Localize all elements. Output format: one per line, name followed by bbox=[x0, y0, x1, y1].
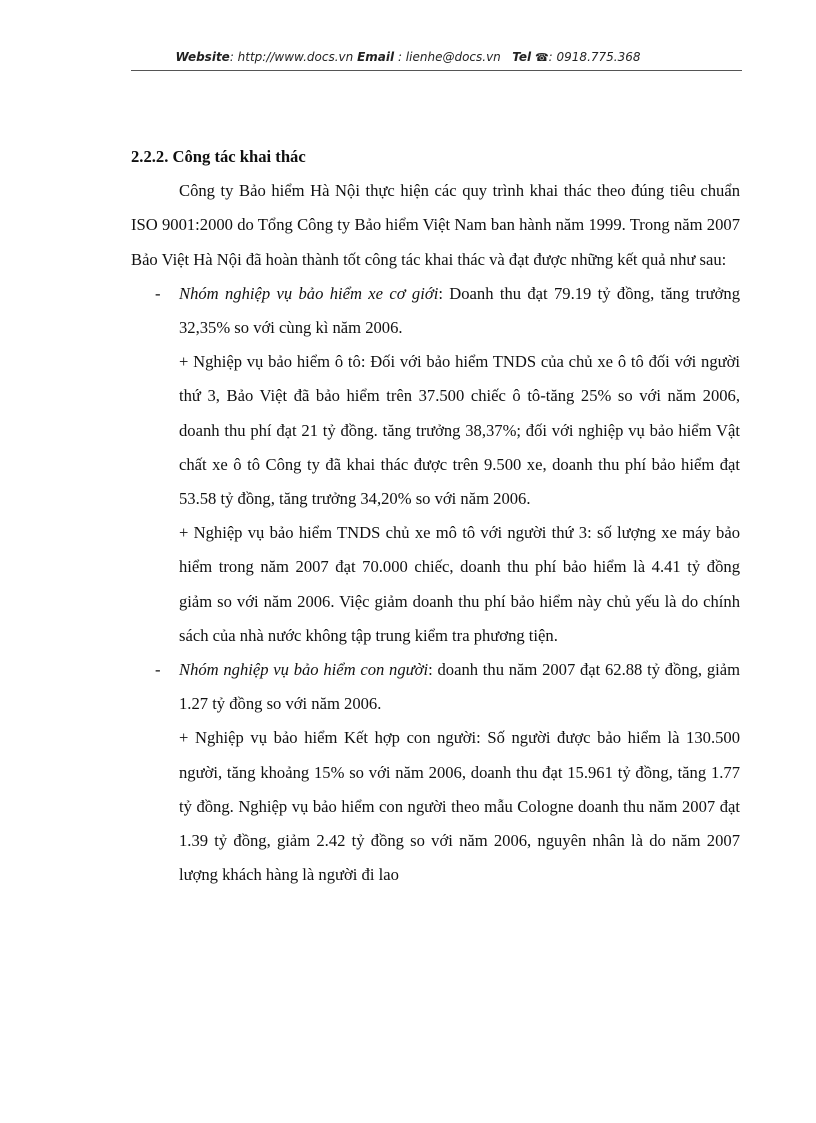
email-value: : lienhe@docs.vn bbox=[397, 50, 501, 64]
tel-label: Tel bbox=[512, 50, 532, 64]
section-heading: 2.2.2. Công tác khai thác bbox=[131, 147, 306, 166]
motorbike-insurance-paragraph: + Nghiệp vụ bảo hiểm TNDS chủ xe mô tô với người thứ 3: số lượng xe máy bảo hiểm trong năm 2007 đạt 70.000 chiếc, doanh thu phí bảo hiểm là 4.41 tỷ đồng giảm so với năm 2006. Việc giảm doanh thu phí bảo hiểm này chủ yếu là do chính sách của nhà nước không tập trung kiểm tra phương tiện. bbox=[179, 523, 740, 645]
combined-people-insurance-paragraph: + Nghiệp vụ bảo hiểm Kết hợp con người: Số người được bảo hiểm là 130.500 người, tăng khoảng 15% so với năm 2006, doanh thu đạt 15.961 tỷ đồng, tăng 1.77 tỷ đồng. Nghiệp vụ bảo hiểm con người theo mẫu Cologne doanh thu năm 2007 đạt 1.39 tỷ đồng, giảm 2.42 tỷ đồng so với năm 2006, nguyên nhân là do năm 2007 lượng khách hàng là người đi lao bbox=[179, 728, 740, 885]
bullet-vehicle-group bbox=[131, 277, 740, 345]
bullet-dash: - bbox=[155, 660, 161, 680]
car-insurance-paragraph: + Nghiệp vụ bảo hiểm ô tô: Đối với bảo hiểm TNDS của chủ xe ô tô đối với người thứ 3, Bảo Việt đã bảo hiểm trên 37.500 chiếc ô tô-tăng 25% so với năm 2006, doanh thu phí đạt 21 tỷ đồng. tăng trưởng 38,37%; đối với nghiệp vụ bảo hiểm Vật chất xe ô tô Công ty đã khai thác được trên 9.500 xe, doanh thu phí bảo hiểm đạt 53.58 tỷ đồng, tăng trưởng 34,20% so với năm 2006. bbox=[179, 352, 740, 509]
document-body bbox=[131, 140, 740, 892]
vehicle-group-title: Nhóm nghiệp vụ bảo hiểm xe cơ giới bbox=[179, 283, 439, 303]
intro-paragraph: Công ty Bảo hiểm Hà Nội thực hiện các quy trình khai thác theo đúng tiêu chuẩn ISO 9001:2000 do Tổng Công ty Bảo hiểm Việt Nam ban hành năm 1999. Trong năm 2007 Bảo Việt Hà Nội đã hoàn thành tốt công tác khai thác và đạt được những kết quả như sau: bbox=[131, 181, 740, 269]
email-label: Email bbox=[357, 50, 395, 64]
people-group-title: Nhóm nghiệp vụ bảo hiểm con người bbox=[179, 660, 429, 680]
website-value: : http://www.docs.vn bbox=[229, 50, 354, 64]
header-divider bbox=[131, 70, 742, 71]
tel-value: : 0918.775.368 bbox=[548, 50, 641, 64]
website-label: Website bbox=[175, 50, 230, 64]
people-group-text: : doanh thu năm 2007 đạt 62.88 tỷ đồng, giảm 1.27 tỷ đồng so với năm 2006. bbox=[179, 660, 740, 714]
bullet-dash: - bbox=[155, 283, 161, 303]
vehicle-group-text: : Doanh thu đạt 79.19 tỷ đồng, tăng trưởng 32,35% so với cùng kì năm 2006. bbox=[179, 283, 740, 338]
telephone-icon: ☎ bbox=[534, 51, 549, 64]
page-header bbox=[0, 50, 816, 64]
bullet-people-group bbox=[131, 653, 740, 721]
